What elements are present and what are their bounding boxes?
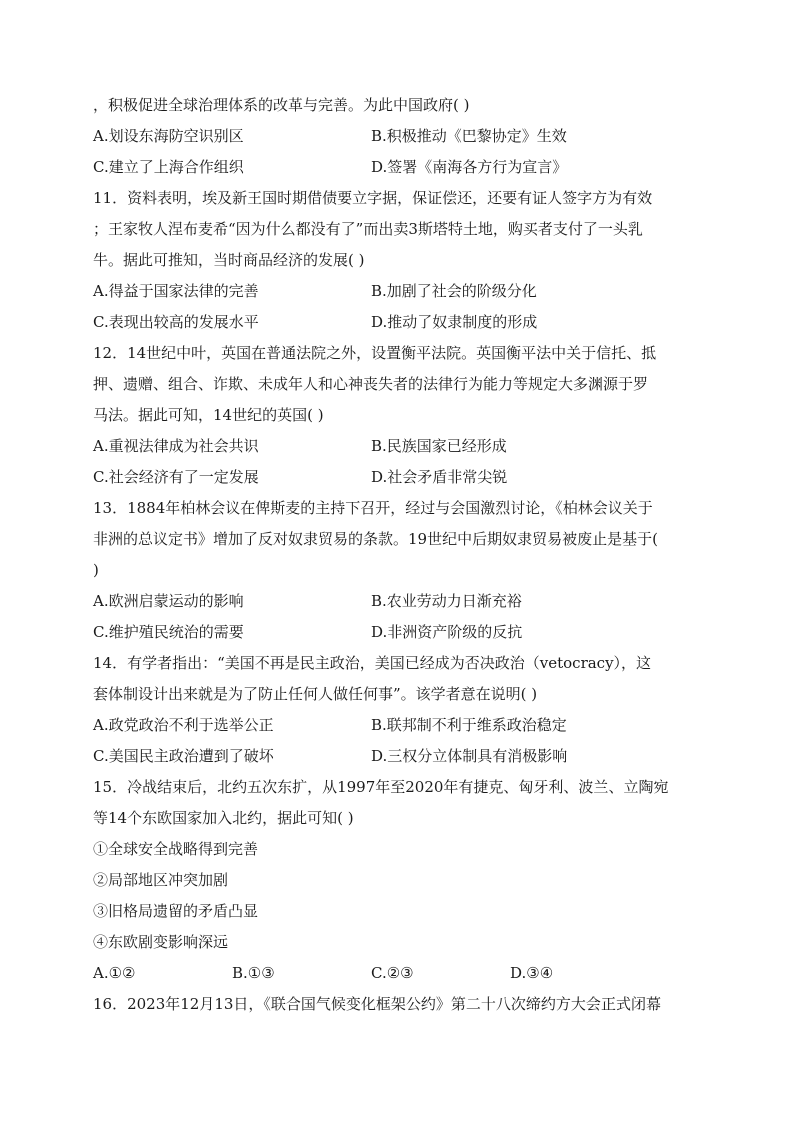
question-10-stem: ，积极促进全球治理体系的改革与完善。为此中国政府( ): [93, 96, 470, 114]
question-13-options-row-1: [93, 586, 705, 617]
question-12: [93, 338, 705, 493]
question-stem-line: 16．2023年12月13日，《联合国气候变化框架公约》第二十八次缔约方大会正式闭幕: [93, 995, 661, 1013]
option-b[interactable]: B.联邦制不利于维系政治稳定: [371, 716, 567, 734]
option-a[interactable]: A.政党政治不利于选举公正: [93, 716, 274, 734]
option-b[interactable]: B.加剧了社会的阶级分化: [371, 282, 537, 300]
option-b[interactable]: B.①③: [232, 964, 275, 982]
question-stem-line: 13．1884年柏林会议在俾斯麦的主持下召开，经过与会国激烈讨论，《柏林会议关于: [93, 499, 653, 517]
question-14-options-row-1: [93, 710, 705, 741]
option-b[interactable]: B.农业劳动力日渐充裕: [371, 592, 522, 610]
option-a[interactable]: A.划设东海防空识别区: [93, 127, 244, 145]
question-stem-line: ；王家牧人涅布麦希“因为什么都没有了”而出卖3斯塔特土地，购买者支付了一头乳: [93, 220, 643, 238]
option-d[interactable]: D.推动了奴隶制度的形成: [371, 313, 538, 331]
question-12-options-row-1: [93, 431, 705, 462]
option-b[interactable]: B.积极推动《巴黎协定》生效: [371, 127, 567, 145]
question-stem-line: 马法。据此可知，14世纪的英国( ): [93, 406, 324, 424]
question-12-options-row-2: [93, 462, 705, 493]
question-stem-line: 等14个东欧国家加入北约，据此可知( ): [93, 809, 354, 827]
question-stem-line: 牛。据此可推知，当时商品经济的发展( ): [93, 251, 365, 269]
statement-1: ①全球安全战略得到完善: [93, 840, 259, 858]
option-c[interactable]: C.表现出较高的发展水平: [93, 313, 259, 331]
question-10-options-row-2: [93, 152, 705, 183]
statement-4: ④东欧剧变影响深远: [93, 933, 229, 951]
question-stem-line: 15．冷战结束后，北约五次东扩，从1997年至2020年有捷克、匈牙利、波兰、立陶宛: [93, 778, 669, 796]
option-b[interactable]: B.民族国家已经形成: [371, 437, 507, 455]
question-11: [93, 183, 705, 338]
option-a[interactable]: A.欧洲启蒙运动的影响: [93, 592, 244, 610]
question-11-options-row-1: [93, 276, 705, 307]
question-13: [93, 493, 705, 648]
question-stem-line: 12．14世纪中叶，英国在普通法院之外，设置衡平法院。英国衡平法中关于信托、抵: [93, 344, 657, 362]
option-a[interactable]: A.重视法律成为社会共识: [93, 437, 259, 455]
option-d[interactable]: D.非洲资产阶级的反抗: [371, 623, 523, 641]
option-a[interactable]: A.①②: [93, 964, 136, 982]
question-stem-line: 套体制设计出来就是为了防止任何人做任何事”。该学者意在说明( ): [93, 685, 538, 703]
question-stem-line: 非洲的总议定书》增加了反对奴隶贸易的条款。19世纪中后期奴隶贸易被废止是基于(: [93, 530, 658, 548]
statement-3: ③旧格局遗留的矛盾凸显: [93, 902, 259, 920]
option-c[interactable]: C.社会经济有了一定发展: [93, 468, 259, 486]
question-14: [93, 648, 705, 772]
option-d[interactable]: D.签署《南海各方行为宣言》: [371, 158, 568, 176]
option-a[interactable]: A.得益于国家法律的完善: [93, 282, 259, 300]
question-13-options-row-2: [93, 617, 705, 648]
question-11-options-row-2: [93, 307, 705, 338]
question-16: [93, 989, 705, 1020]
question-10: [93, 90, 705, 183]
option-c[interactable]: C.美国民主政治遭到了破坏: [93, 747, 274, 765]
question-stem-line: 14．有学者指出：“美国不再是民主政治，美国已经成为否决政治（vetocracy），这: [93, 654, 652, 672]
question-stem-line: 11．资料表明，埃及新王国时期借债要立字据，保证偿还，还要有证人签字方为有效: [93, 189, 653, 207]
option-c[interactable]: C.维护殖民统治的需要: [93, 623, 244, 641]
question-10-options-row-1: [93, 121, 705, 152]
question-stem-line: 押、遗赠、组合、诈欺、未成年人和心神丧失者的法律行为能力等规定大多渊源于罗: [93, 375, 649, 393]
question-14-options-row-2: [93, 741, 705, 772]
question-15: [93, 772, 705, 989]
statement-2: ②局部地区冲突加剧: [93, 871, 229, 889]
option-d[interactable]: D.社会矛盾非常尖锐: [371, 468, 508, 486]
option-d[interactable]: D.三权分立体制具有消极影响: [371, 747, 568, 765]
question-stem-line: ): [93, 561, 99, 579]
option-c[interactable]: C.②③: [371, 964, 414, 982]
exam-page: [93, 90, 705, 1020]
option-d[interactable]: D.③④: [510, 964, 554, 982]
question-15-options-row: [93, 958, 705, 989]
option-c[interactable]: C.建立了上海合作组织: [93, 158, 244, 176]
